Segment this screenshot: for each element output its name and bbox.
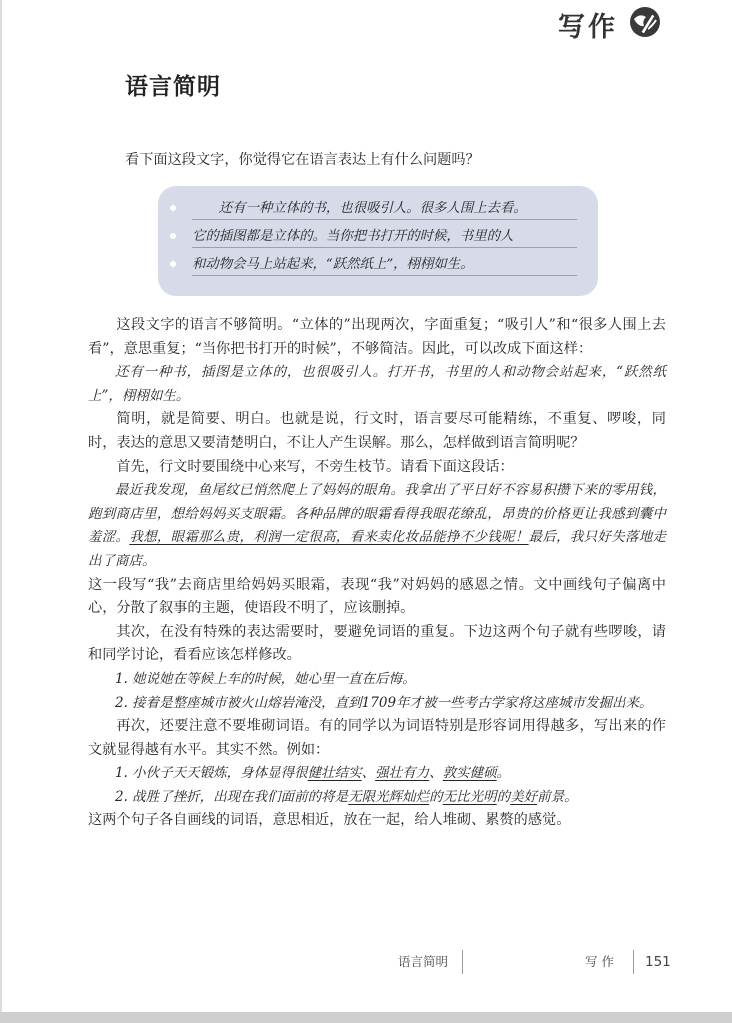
paragraph: 这段文字的语言不够简明。“立体的”出现两次，字面重复；“吸引人”和“很多人围上去看”，意思重复；“当你把书打开的时候”，不够简洁。因此，可以改成下面这样： — [88, 317, 666, 357]
intro-question: 看下面这段文字，你觉得它在语言表达上有什么问题吗？ — [125, 152, 480, 168]
underlined-word: 美好 — [510, 788, 538, 805]
note-dot — [170, 261, 176, 267]
example-text: 最后，我只好失落地走出了商店。 — [88, 529, 667, 569]
section-title: 写作 — [558, 11, 618, 43]
example-sentence: 1. 她说她在等候上车的时候，她心里一直在后悔。 — [115, 670, 416, 687]
underlined-word: 无限光辉灿烂 — [348, 788, 430, 805]
example-paragraph: 还有一种书，插图是立体的，也很吸引人。打开书，书里的人和动物会站起来，“跃然纸上”，栩栩如生。 — [88, 364, 666, 404]
underlined-word: 健壮结实 — [307, 765, 362, 782]
example-notebox — [158, 186, 598, 296]
globe-pen-icon — [628, 5, 662, 43]
sentence-text: 、 — [429, 765, 443, 782]
sentence-text: 2. 战胜了挫折，出现在我们面前的将是 — [115, 788, 349, 805]
underlined-word: 无比光明 — [442, 788, 497, 805]
sentence-text: 的 — [496, 788, 511, 805]
footer-divider — [462, 950, 463, 974]
sentence-text: 前景。 — [537, 788, 578, 805]
note-line: 它的插图都是立体的。当你把书打开的时候，书里的人 — [192, 227, 577, 248]
note-line: 还有一种立体的书，也很吸引人。很多人围上去看。 — [192, 199, 577, 220]
note-dot — [170, 233, 176, 239]
sentence-text: 的 — [429, 788, 443, 805]
bottom-strip — [0, 1012, 732, 1023]
note-dot — [170, 205, 176, 211]
sentence-text: 1. 小伙子天天锻炼，身体显得很 — [115, 765, 308, 782]
paragraph: 这一段写“我”去商店里给妈妈买眼霜，表现“我”对妈妈的感恩之情。文中画线句子偏离中心，分散了叙事的主题，使语段不明了，应该删掉。 — [88, 576, 666, 617]
body-text — [88, 314, 666, 833]
sentence-text: 。 — [496, 765, 511, 782]
underlined-word: 强壮有力 — [375, 765, 430, 782]
underlined-sentence: 我想，眼霜那么贵，利润一定很高，看来卖化妆品能挣不少钱呢！ — [129, 529, 529, 546]
paragraph: 这两个句子各自画线的词语，意思相近，放在一起，给人堆砌、累赘的感觉。 — [88, 812, 571, 829]
paragraph: 其次，在没有特殊的表达需要时，要避免词语的重复。下边这两个句子就有些啰唆，请和同学讨论，看看应该怎样修改。 — [88, 623, 666, 664]
page-number: 151 — [645, 954, 671, 970]
footer-section-label: 写作 — [585, 954, 619, 969]
page-edge — [0, 0, 2, 1023]
note-line: 和动物会马上站起来，“跃然纸上”，栩栩如生。 — [192, 255, 577, 276]
example-sentence — [88, 786, 666, 810]
example-text: 最近我发现，鱼尾纹已悄然爬上了妈妈的眼角。我拿出了平日好不容易积攒下来的零用钱，跑到商店里，想给妈妈买支眼霜。各种品牌的眼霜看得我眼花缭乱，昂贵的价格更让我感到囊中羞涩。 — [88, 482, 666, 546]
paragraph: 首先，行文时要围绕中心来写，不旁生枝节。请看下面这段话： — [116, 458, 514, 475]
footer-lesson-label: 语言简明 — [398, 954, 449, 969]
example-paragraph — [88, 479, 666, 573]
underlined-word: 敦实健硕 — [442, 765, 497, 782]
example-sentence — [88, 762, 666, 786]
section-header — [558, 2, 662, 46]
footer-divider — [633, 950, 634, 974]
example-sentence: 2. 接着是整座城市被火山熔岩淹没，直到1709年才被一些考古学家将这座城市发掘出来。 — [115, 694, 653, 711]
paragraph: 再次，还要注意不要堆砌词语。有的同学以为词语特别是形容词用得越多，写出来的作文就显得越有水平。其实不然。例如： — [88, 718, 666, 758]
sentence-text: 、 — [361, 765, 376, 782]
lesson-title: 语言简明 — [125, 74, 221, 100]
paragraph: 简明，就是简要、明白。也就是说，行文时，语言要尽可能精练，不重复、啰唆，同时，表达的意思又要清楚明白，不让人产生误解。那么，怎样做到语言简明呢？ — [88, 411, 666, 451]
